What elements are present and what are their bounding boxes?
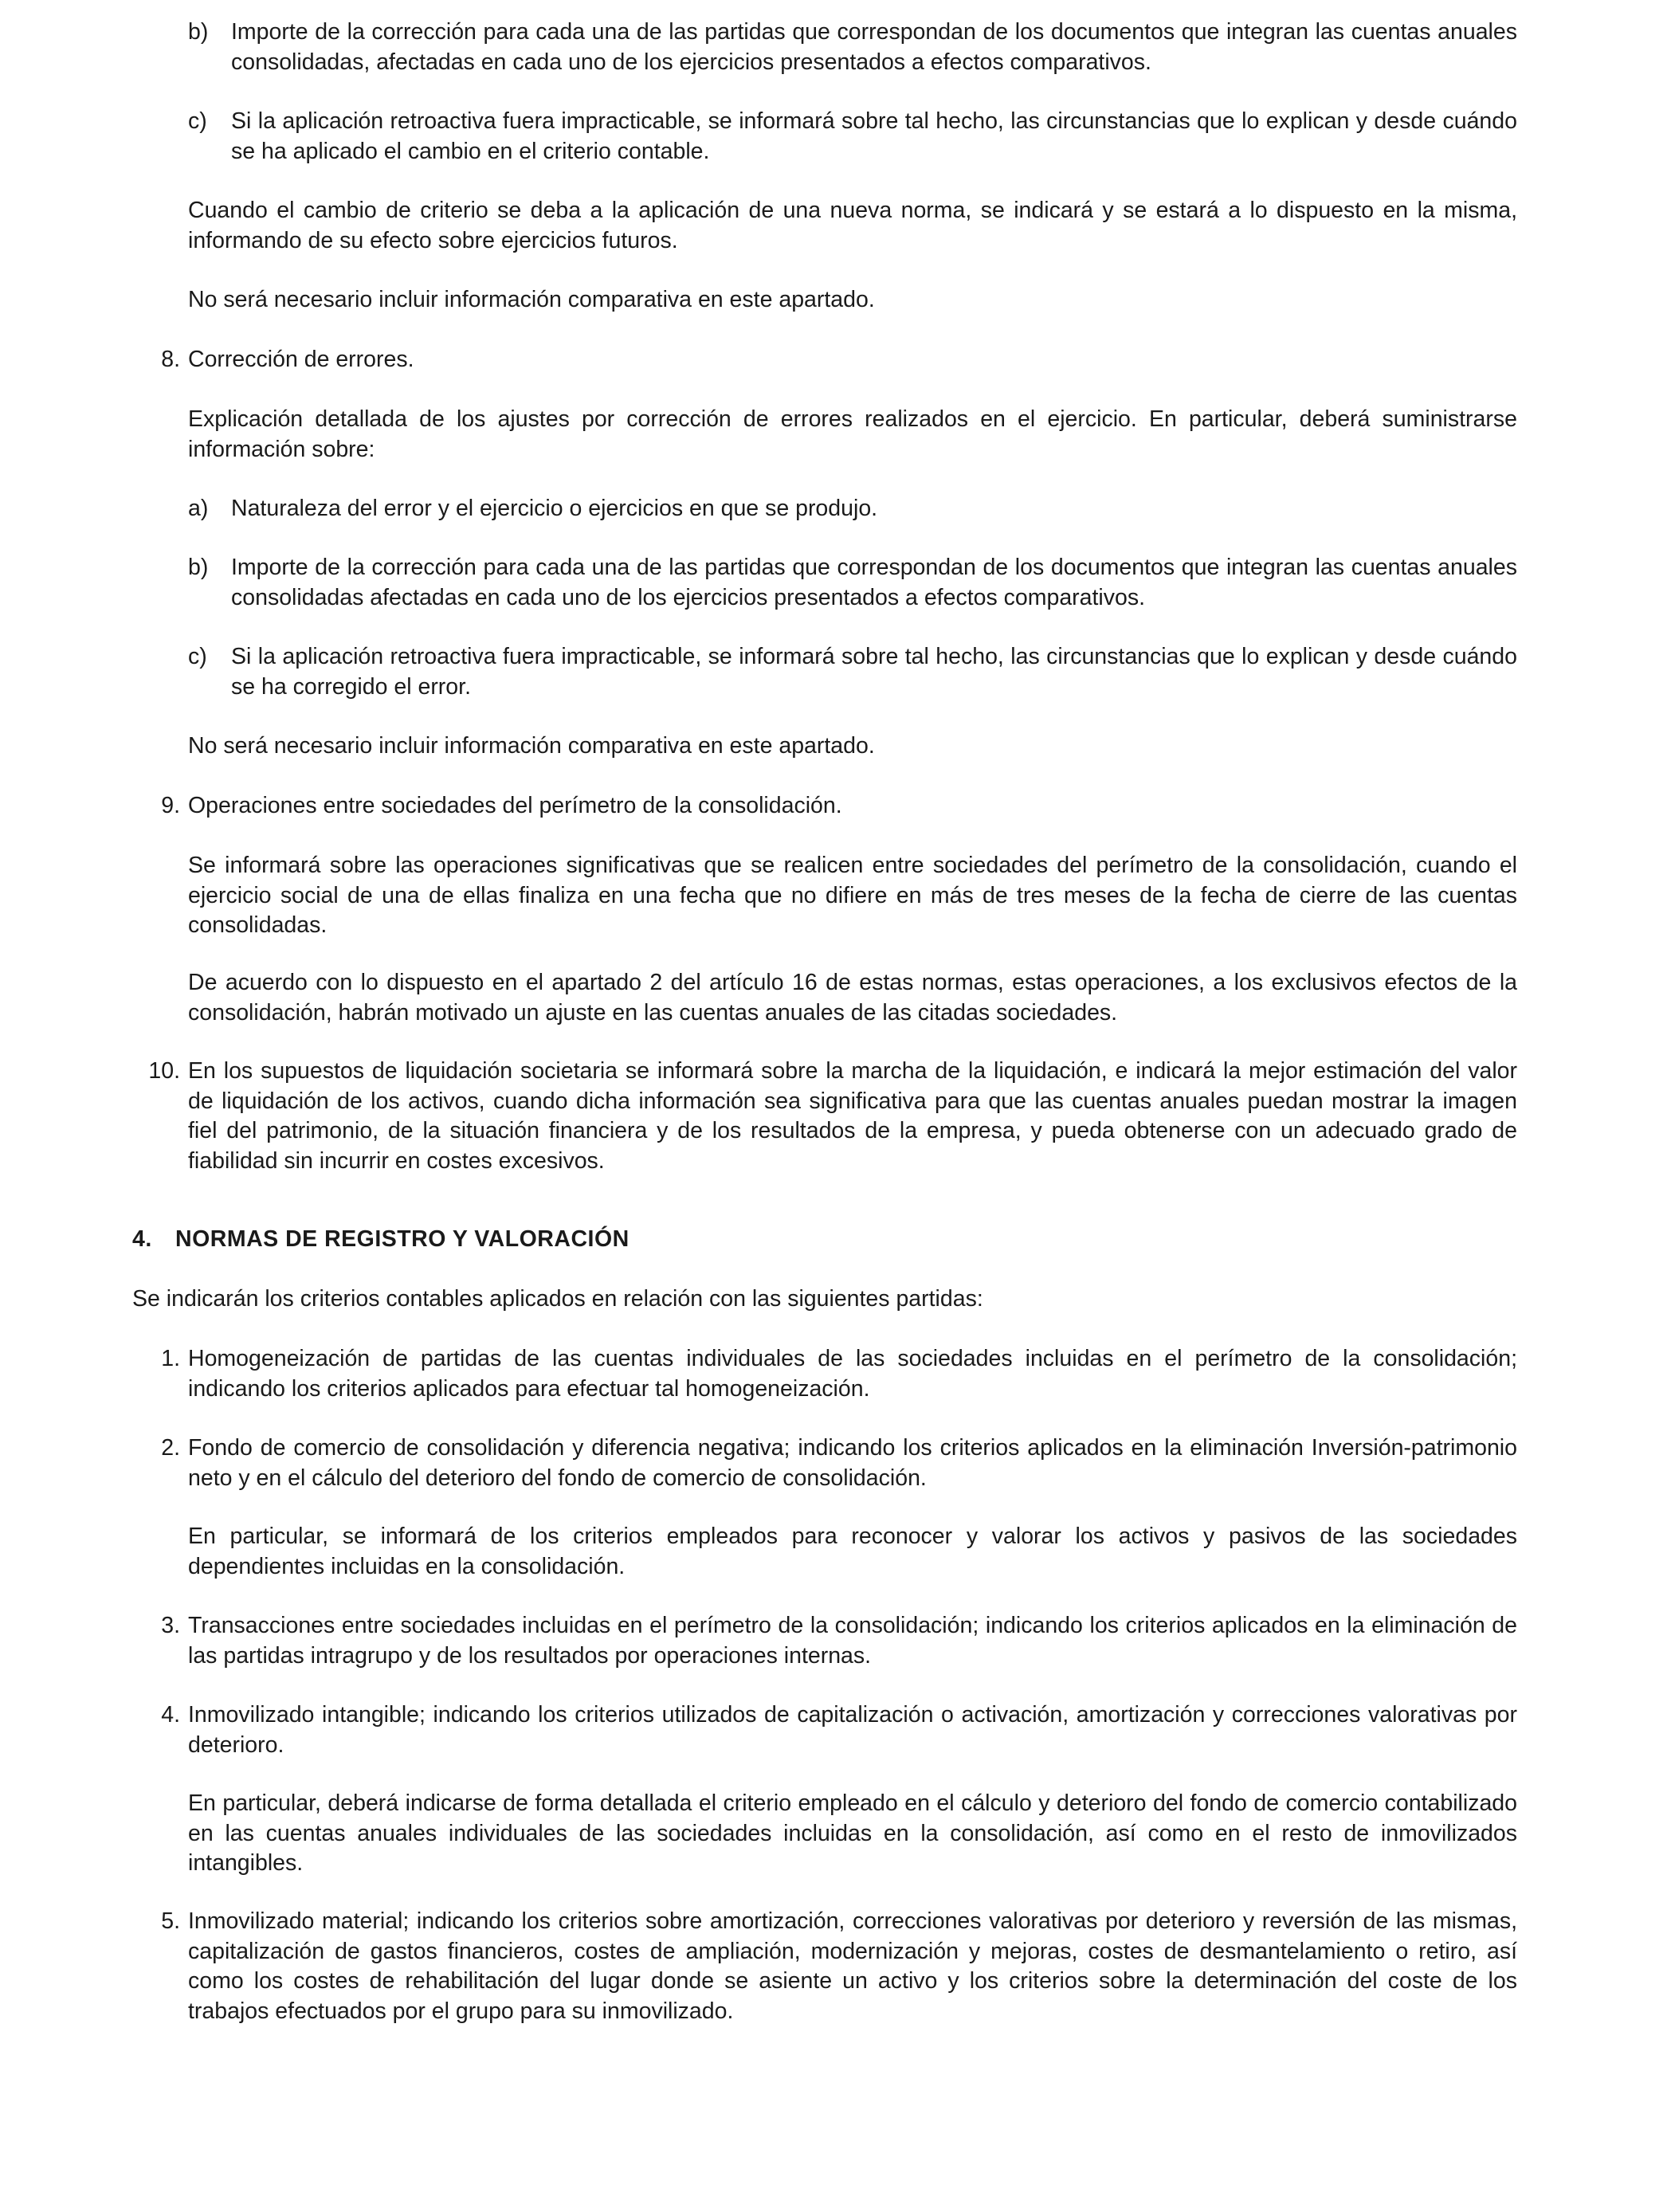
section4-item-2-extra: En particular, se informará de los criterios empleados para reconocer y valorar los activos y pasivos de las sociedades dependientes incluidas en la consolidación.: [188, 1524, 1517, 1579]
item-text: Fondo de comercio de consolidación y diferencia negativa; indicando los criterios aplicados en la eliminación Inversión-patrimonio neto y en el cálculo del deterioro del fondo de comercio de consolidación.: [188, 1435, 1517, 1491]
item-8-intro: Explicación detallada de los ajustes por corrección de errores realizados en el ejercicio. En particular, deberá suministrarse información sobre:: [188, 406, 1517, 462]
list-item-7-b: [188, 18, 1517, 77]
item-9-paragraph-2: De acuerdo con lo dispuesto en el apartado 2 del artículo 16 de estas normas, estas operaciones, a los exclusivos efectos de la consolidación, habrán motivado un ajuste en las cuentas anuales de las citadas sociedades.: [188, 970, 1517, 1026]
item-text: Transacciones entre sociedades incluidas en el perímetro de la consolidación; indicando los criterios aplicados en la eliminación de las partidas intragrupo y de los resultados por operaciones internas.: [188, 1613, 1517, 1669]
list-item-text: Importe de la corrección para cada una de las partidas que correspondan de los documentos que integran las cuentas anuales consolidadas afectadas en cada uno de los ejercicios presentados a efectos comparativos.: [231, 555, 1517, 610]
section4-item-1: [127, 1344, 1517, 1404]
item-text: Homogeneización de partidas de las cuentas individuales de las sociedades incluidas en el perímetro de la consolidación; indicando los criterios aplicados para efectuar tal homogeneización.: [188, 1346, 1517, 1402]
section4-item-3: [127, 1611, 1517, 1671]
item-number: 9.: [161, 793, 180, 818]
item-text: En los supuestos de liquidación societaria se informará sobre la marcha de la liquidación, e indicará la mejor estimación del valor de liquidación de los activos, cuando dicha información sea significativa para que las cuentas anuales puedan mostrar la imagen fiel del patrimonio, de la situación financiera y de los resultados de la empresa, y pueda obtenerse con un adecuado grado de fiabilidad sin incurrir en costes excesivos.: [188, 1058, 1517, 1174]
item-number: 4.: [161, 1702, 180, 1728]
section4-item-4-extra: En particular, deberá indicarse de forma detallada el criterio empleado en el cálculo y deterioro del fondo de comercio contabilizado en las cuentas anuales individuales de las sociedades incluidas en la consolidación, así como en el resto de inmovilizados intangibles.: [188, 1790, 1517, 1876]
section-title: NORMAS DE REGISTRO Y VALORACIÓN: [175, 1226, 630, 1252]
list-item-text: Si la aplicación retroactiva fuera impracticable, se informará sobre tal hecho, las circunstancias que lo explican y desde cuándo se ha corregido el error.: [231, 644, 1517, 700]
section-intro: Se indicarán los criterios contables aplicados en relación con las siguientes partidas:: [132, 1286, 983, 1312]
paragraph-no-comparative: No será necesario incluir información comparativa en este apartado.: [188, 287, 875, 312]
section-heading: [132, 1225, 630, 1255]
section4-item-4: [127, 1700, 1517, 1760]
item-number: 5.: [161, 1908, 180, 1934]
list-item-8-b: [188, 553, 1517, 613]
list-marker: a): [188, 496, 209, 521]
list-item-8-a: [188, 494, 1517, 524]
paragraph-new-norm: Cuando el cambio de criterio se deba a la aplicación de una nueva norma, se indicará y se estará a lo dispuesto en la misma, informando de su efecto sobre ejercicios futuros.: [188, 198, 1517, 253]
list-item-8-c: [188, 642, 1517, 702]
list-item-text: Si la aplicación retroactiva fuera impracticable, se informará sobre tal hecho, las circunstancias que lo explican y desde cuándo se ha aplicado el cambio en el criterio contable.: [231, 108, 1517, 164]
list-item-text: Naturaleza del error y el ejercicio o ejercicios en que se produjo.: [231, 496, 878, 521]
item-9-paragraph-1: Se informará sobre las operaciones significativas que se realicen entre sociedades del perímetro de la consolidación, cuando el ejercicio social de una de ellas finaliza en una fecha que no difiere en más de tres meses de la fecha de cierre de las cuentas consolidadas.: [188, 853, 1517, 938]
item-number: 2.: [161, 1435, 180, 1461]
list-item-text: Importe de la corrección para cada una de las partidas que correspondan de los documentos que integran las cuentas anuales consolidadas, afectadas en cada uno de los ejercicios presentados a efectos comparativos.: [231, 19, 1517, 75]
section-number: 4.: [132, 1226, 152, 1252]
item-number: 1.: [161, 1346, 180, 1371]
item-number: 10.: [148, 1058, 180, 1084]
item-title: Corrección de errores.: [188, 347, 414, 372]
item-text: Inmovilizado intangible; indicando los criterios utilizados de capitalización o activación, amortización y correcciones valorativas por deterioro.: [188, 1702, 1517, 1758]
numbered-item-8: [127, 345, 1517, 375]
item-title: Operaciones entre sociedades del perímetro de la consolidación.: [188, 793, 842, 818]
list-marker: c): [188, 108, 207, 134]
list-item-7-c: [188, 107, 1517, 167]
numbered-item-10: [127, 1057, 1517, 1176]
item-8-no-comparative: No será necesario incluir información comparativa en este apartado.: [188, 733, 875, 759]
section4-item-2: [127, 1433, 1517, 1493]
list-marker: c): [188, 644, 207, 669]
list-marker: b): [188, 19, 209, 45]
item-number: 8.: [161, 347, 180, 372]
list-marker: b): [188, 555, 209, 580]
item-text: Inmovilizado material; indicando los criterios sobre amortización, correcciones valorativas por deterioro y reversión de las mismas, capitalización de gastos financieros, costes de ampliación, modernización y mejoras, costes de desmantelamiento o retiro, así como los costes de rehabilitación del lugar donde se asiente un activo y los criterios sobre la determinación del coste de los trabajos efectuados por el grupo para su inmovilizado.: [188, 1908, 1517, 2024]
numbered-item-9: [127, 791, 1517, 822]
item-number: 3.: [161, 1613, 180, 1638]
section4-item-5: [127, 1907, 1517, 2026]
